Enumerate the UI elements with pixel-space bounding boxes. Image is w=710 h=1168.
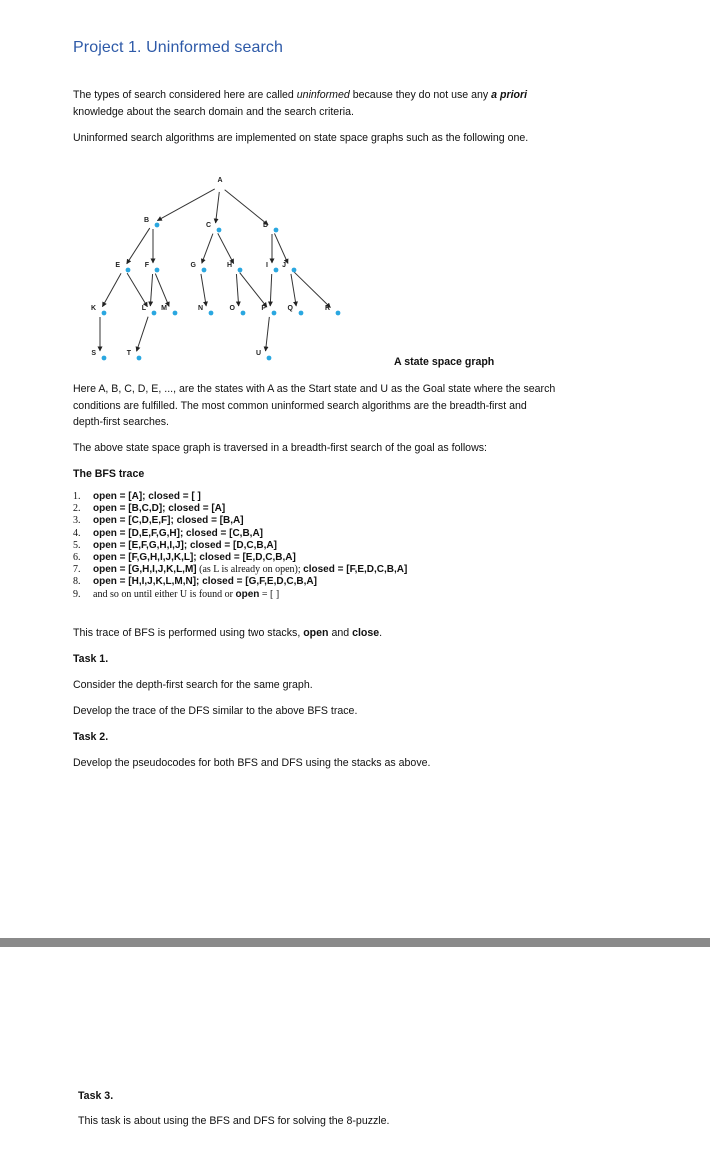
graph-edge-F-M <box>155 274 169 307</box>
list-item: 2. open = [B,C,D]; closed = [A] <box>73 503 226 515</box>
svg-text:B: B <box>143 217 149 224</box>
svg-text:M: M <box>161 305 167 312</box>
graph-edge-E-K <box>102 273 121 306</box>
svg-text:S: S <box>91 350 96 357</box>
state-space-graph <box>80 168 380 368</box>
svg-text:H: H <box>226 262 232 269</box>
graph-edge-I-P <box>270 274 271 306</box>
closing-paragraph: This trace of BFS is performed using two stacks, open and close. <box>73 627 383 639</box>
svg-text:D: D <box>262 222 268 229</box>
svg-text:F: F <box>144 262 149 269</box>
task1-heading: Task 1. <box>73 653 109 665</box>
svg-text:G: G <box>190 262 196 269</box>
graph-edge-F-L <box>150 274 152 306</box>
description-paragraph: Here A, B, C, D, E, ..., are the states with A as the Start state and U as the Goal state where the search conditions are fulfilled. The most common uninformed search algorithms are the breadth-first and depth-first searches. <box>73 383 556 428</box>
task2-paragraph: Develop the pseudocodes for both BFS and DFS using the stacks as above. <box>73 757 431 769</box>
graph-edge-A-D <box>225 190 268 225</box>
graph-node-J <box>282 262 296 272</box>
graph-edge-A-C <box>216 192 220 223</box>
task1-paragraph-1: Consider the depth-first search for the same graph. <box>73 679 313 691</box>
graph-edge-H-P <box>240 273 267 307</box>
graph-node-T <box>127 350 142 360</box>
svg-text:O: O <box>229 305 235 312</box>
graph-node-M <box>161 305 177 315</box>
graph-node-N <box>198 305 213 315</box>
task1-paragraph-2: Develop the trace of the DFS similar to the above BFS trace. <box>73 705 358 717</box>
graph-node-A <box>217 177 222 184</box>
graph-node-H <box>227 262 242 272</box>
svg-text:I: I <box>266 262 268 269</box>
graph-edge-E-L <box>127 273 147 307</box>
svg-text:T: T <box>126 350 131 357</box>
graph-edge-B-E <box>127 228 150 264</box>
bfs-trace-heading: The BFS trace <box>73 468 145 480</box>
graph-edge-J-R <box>294 272 330 307</box>
graph-node-K <box>91 305 106 315</box>
svg-text:U: U <box>255 350 261 357</box>
graph-node-D <box>263 222 278 232</box>
graph-edge-C-G <box>202 234 213 264</box>
graph-edge-C-H <box>218 233 234 263</box>
intro-paragraph-2: Uninformed search algorithms are implemented on state space graphs such as the following one. <box>73 132 529 144</box>
svg-text:L: L <box>141 305 146 312</box>
graph-node-P <box>261 305 276 315</box>
graph-node-G <box>191 262 207 272</box>
bfs-trace-list <box>73 491 407 601</box>
graph-edge-A-B <box>157 189 214 221</box>
list-item: 4. open = [D,E,F,G,H]; closed = [C,B,A] <box>73 527 264 539</box>
svg-text:J: J <box>282 262 286 269</box>
graph-node-U <box>256 350 271 360</box>
list-item: 3. open = [C,D,E,F]; closed = [B,A] <box>73 515 244 527</box>
svg-text:E: E <box>115 262 120 269</box>
list-item: 5. open = [E,F,G,H,I,J]; closed = [D,C,B,A] <box>73 539 277 551</box>
graph-node-E <box>115 262 130 272</box>
svg-text:A: A <box>217 177 223 184</box>
graph-caption: A state space graph <box>394 356 495 368</box>
svg-text:K: K <box>90 305 96 312</box>
graph-node-I <box>266 262 278 272</box>
svg-text:C: C <box>205 222 211 229</box>
graph-edge-P-U <box>266 317 270 351</box>
task2-heading: Task 2. <box>73 731 109 743</box>
task3-heading: Task 3. <box>78 1090 114 1102</box>
graph-edge-G-N <box>201 274 206 306</box>
graph-edge-H-O <box>236 274 238 306</box>
list-item: 1. open = [A]; closed = [ ] <box>73 491 201 502</box>
graph-node-F <box>145 262 160 272</box>
graph-edge-L-T <box>137 317 149 352</box>
list-item: 6. open = [F,G,H,I,J,K,L]; closed = [E,D,C,B,A] <box>73 552 296 564</box>
graph-node-B <box>144 217 159 227</box>
svg-text:N: N <box>197 305 203 312</box>
list-item: 9. and so on until either U is found or open = [ ] <box>73 588 280 600</box>
graph-node-R <box>325 305 340 315</box>
graph-node-L <box>142 305 157 315</box>
page-title: Project 1. Uninformed search <box>73 39 284 56</box>
graph-edge-D-J <box>274 233 287 263</box>
document-page-2 <box>0 947 710 1168</box>
intro-paragraph-1: The types of search considered here are called uninformed because they do not use any a priori knowledge about the search domain and the search criteria. <box>73 89 528 118</box>
task3-paragraph: This task is about using the BFS and DFS for solving the 8-puzzle. <box>78 1115 390 1127</box>
list-item: 8. open = [H,I,J,K,L,M,N]; closed = [G,F,E,D,C,B,A] <box>73 576 317 588</box>
graph-node-O <box>230 305 246 315</box>
graph-node-C <box>206 222 221 232</box>
page-break-divider <box>0 938 710 947</box>
graph-node-Q <box>288 305 304 315</box>
svg-text:R: R <box>324 305 330 312</box>
bfs-intro-paragraph: The above state space graph is traversed in a breadth-first search of the goal as follows: <box>73 442 487 454</box>
svg-text:P: P <box>261 305 266 312</box>
graph-node-S <box>91 350 106 360</box>
list-item: 7. open = [G,H,I,J,K,L,M] (as L is already on open); closed = [F,E,D,C,B,A] <box>73 564 408 576</box>
svg-text:Q: Q <box>287 305 293 312</box>
graph-edge-J-Q <box>291 274 296 306</box>
